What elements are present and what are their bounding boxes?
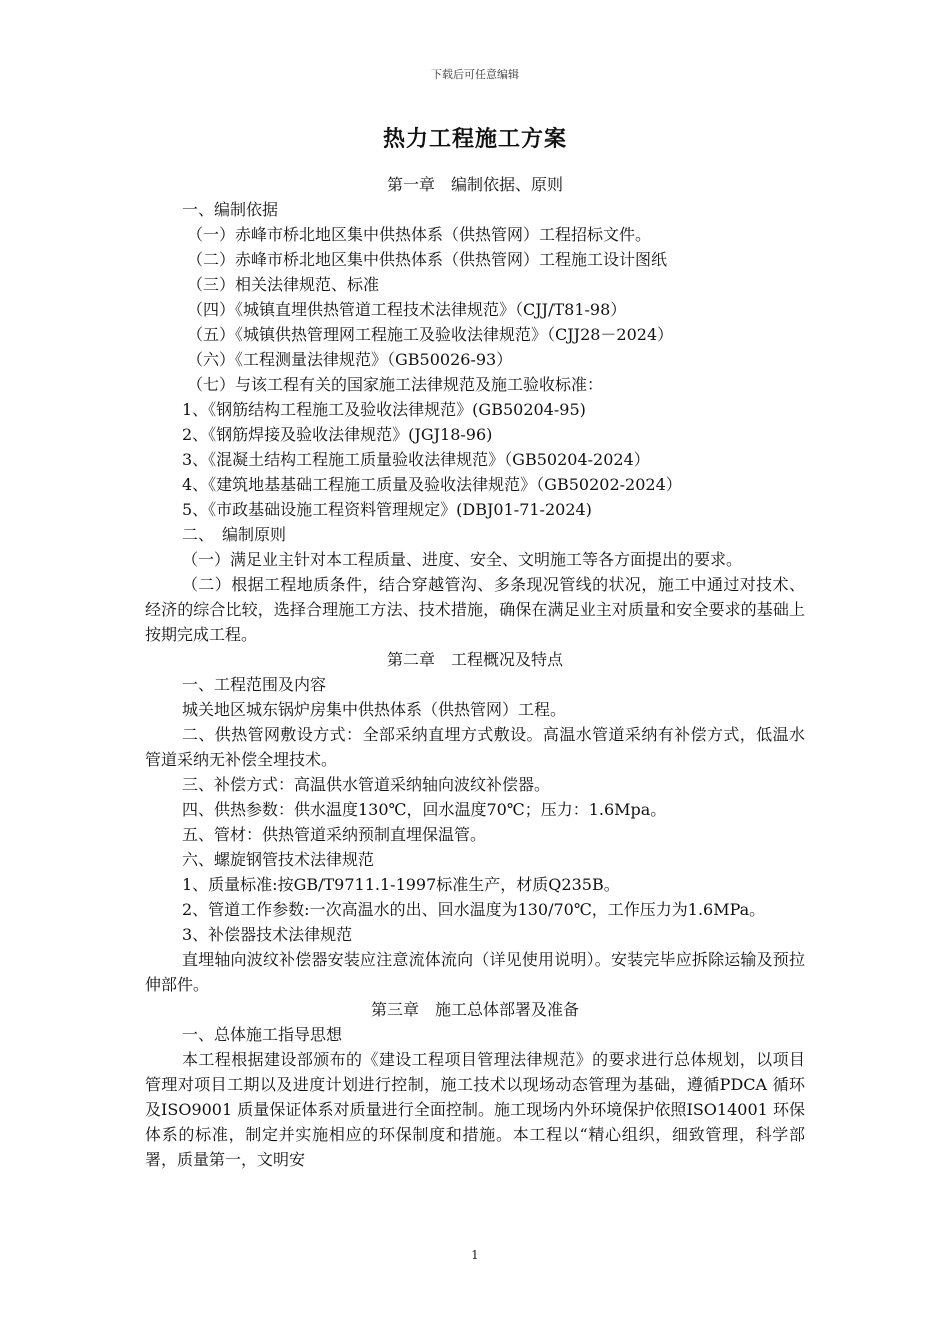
paragraph: 二、供热管网敷设方式：全部采纳直埋方式敷设。高温水管道采纳有补偿方式，低温水管道采纳无补偿全埋技术。 bbox=[145, 725, 805, 769]
page-header: 下载后可任意编辑 bbox=[431, 68, 519, 81]
list-item: （五）《城镇供热管理网工程施工及验收法律规范》（CJJ28－2024） bbox=[187, 325, 674, 344]
chapter-3-heading: 第三章 施工总体部署及准备 bbox=[370, 1000, 579, 1019]
paragraph: 四、供热参数：供水温度130℃，回水温度70℃；压力：1.6Mpa。 bbox=[182, 800, 667, 819]
paragraph: 三、补偿方式：高温供水管道采纳轴向波纹补偿器。 bbox=[182, 775, 551, 794]
list-item: （七）与该工程有关的国家施工法律规范及施工验收标准： bbox=[187, 375, 604, 394]
section-heading: 一、编制依据 bbox=[182, 200, 279, 219]
section-heading: 3、补偿器技术法律规范 bbox=[182, 925, 353, 944]
section-heading: 六、螺旋钢管技术法律规范 bbox=[182, 850, 375, 869]
chapter-1-heading: 第一章 编制依据、原则 bbox=[386, 175, 563, 194]
list-item: 5、《市政基础设施工程资料管理规定》(DBJ01-71-2024) bbox=[182, 500, 592, 519]
list-item: 3、《混凝土结构工程施工质量验收法律规范》（GB50204-2024） bbox=[182, 450, 650, 469]
paragraph: 城关地区城东锅炉房集中供热体系（供热管网）工程。 bbox=[182, 700, 567, 719]
section-heading: 一、工程范围及内容 bbox=[182, 675, 327, 694]
chapter-2-heading: 第二章 工程概况及特点 bbox=[386, 650, 563, 669]
list-item: 1、《钢筋结构工程施工及验收法律规范》(GB50204-95) bbox=[182, 400, 586, 419]
list-item: 2、《钢筋焊接及验收法律规范》(JGJ18-96) bbox=[182, 425, 493, 444]
paragraph: 五、管材：供热管道采纳预制直埋保温管。 bbox=[182, 825, 487, 844]
list-item: （四）《城镇直埋供热管道工程技术法律规范》（CJJ/T81-98） bbox=[187, 300, 627, 319]
list-item: （六）《工程测量法律规范》（GB50026-93） bbox=[187, 350, 513, 369]
paragraph: （二）根据工程地质条件，结合穿越管沟、多条现况管线的状况，施工中通过对技术、经济的综合比较，选择合理施工方法、技术措施，确保在满足业主对质量和安全要求的基础上按期完成工程。 bbox=[145, 575, 805, 644]
list-item: （二）赤峰市桥北地区集中供热体系（供热管网）工程施工设计图纸 bbox=[187, 250, 668, 269]
document-body bbox=[145, 172, 805, 1172]
paragraph: 2、管道工作参数:一次高温水的出、回水温度为130/70℃，工作压力为1.6MPa。 bbox=[182, 900, 766, 919]
paragraph: 1、质量标准:按GB/T9711.1-1997标准生产，材质Q235B。 bbox=[182, 875, 620, 894]
list-item: 4、《建筑地基基础工程施工质量及验收法律规范》（GB50202-2024） bbox=[182, 475, 682, 494]
paragraph: 直埋轴向波纹补偿器安装应注意流体流向（详见使用说明）。安装完毕应拆除运输及预拉伸部件。 bbox=[145, 950, 805, 994]
page-number: 1 bbox=[471, 1248, 479, 1262]
paragraph: （一）满足业主针对本工程质量、进度、安全、文明施工等各方面提出的要求。 bbox=[182, 550, 743, 569]
section-heading: 二、 编制原则 bbox=[182, 525, 287, 544]
document-title: 热力工程施工方案 bbox=[382, 126, 567, 152]
list-item: （一）赤峰市桥北地区集中供热体系（供热管网）工程招标文件。 bbox=[187, 225, 652, 244]
list-item: （三）相关法律规范、标准 bbox=[187, 275, 380, 294]
paragraph: 本工程根据建设部颁布的《建设工程项目管理法律规范》的要求进行总体规划，以项目管理对项目工期以及进度计划进行控制，施工技术以现场动态管理为基础，遵循PDCA 循环及ISO9001 质量保证体系对质量进行全面控制。施工现场内外环境保护依照ISO14001 环保体系的标准，制定并实施相应的环保制度和措施。本工程以“精心组织，细致管理，科学部署，质量第一，文明安 bbox=[145, 1050, 805, 1169]
section-heading: 一、总体施工指导思想 bbox=[182, 1025, 343, 1044]
